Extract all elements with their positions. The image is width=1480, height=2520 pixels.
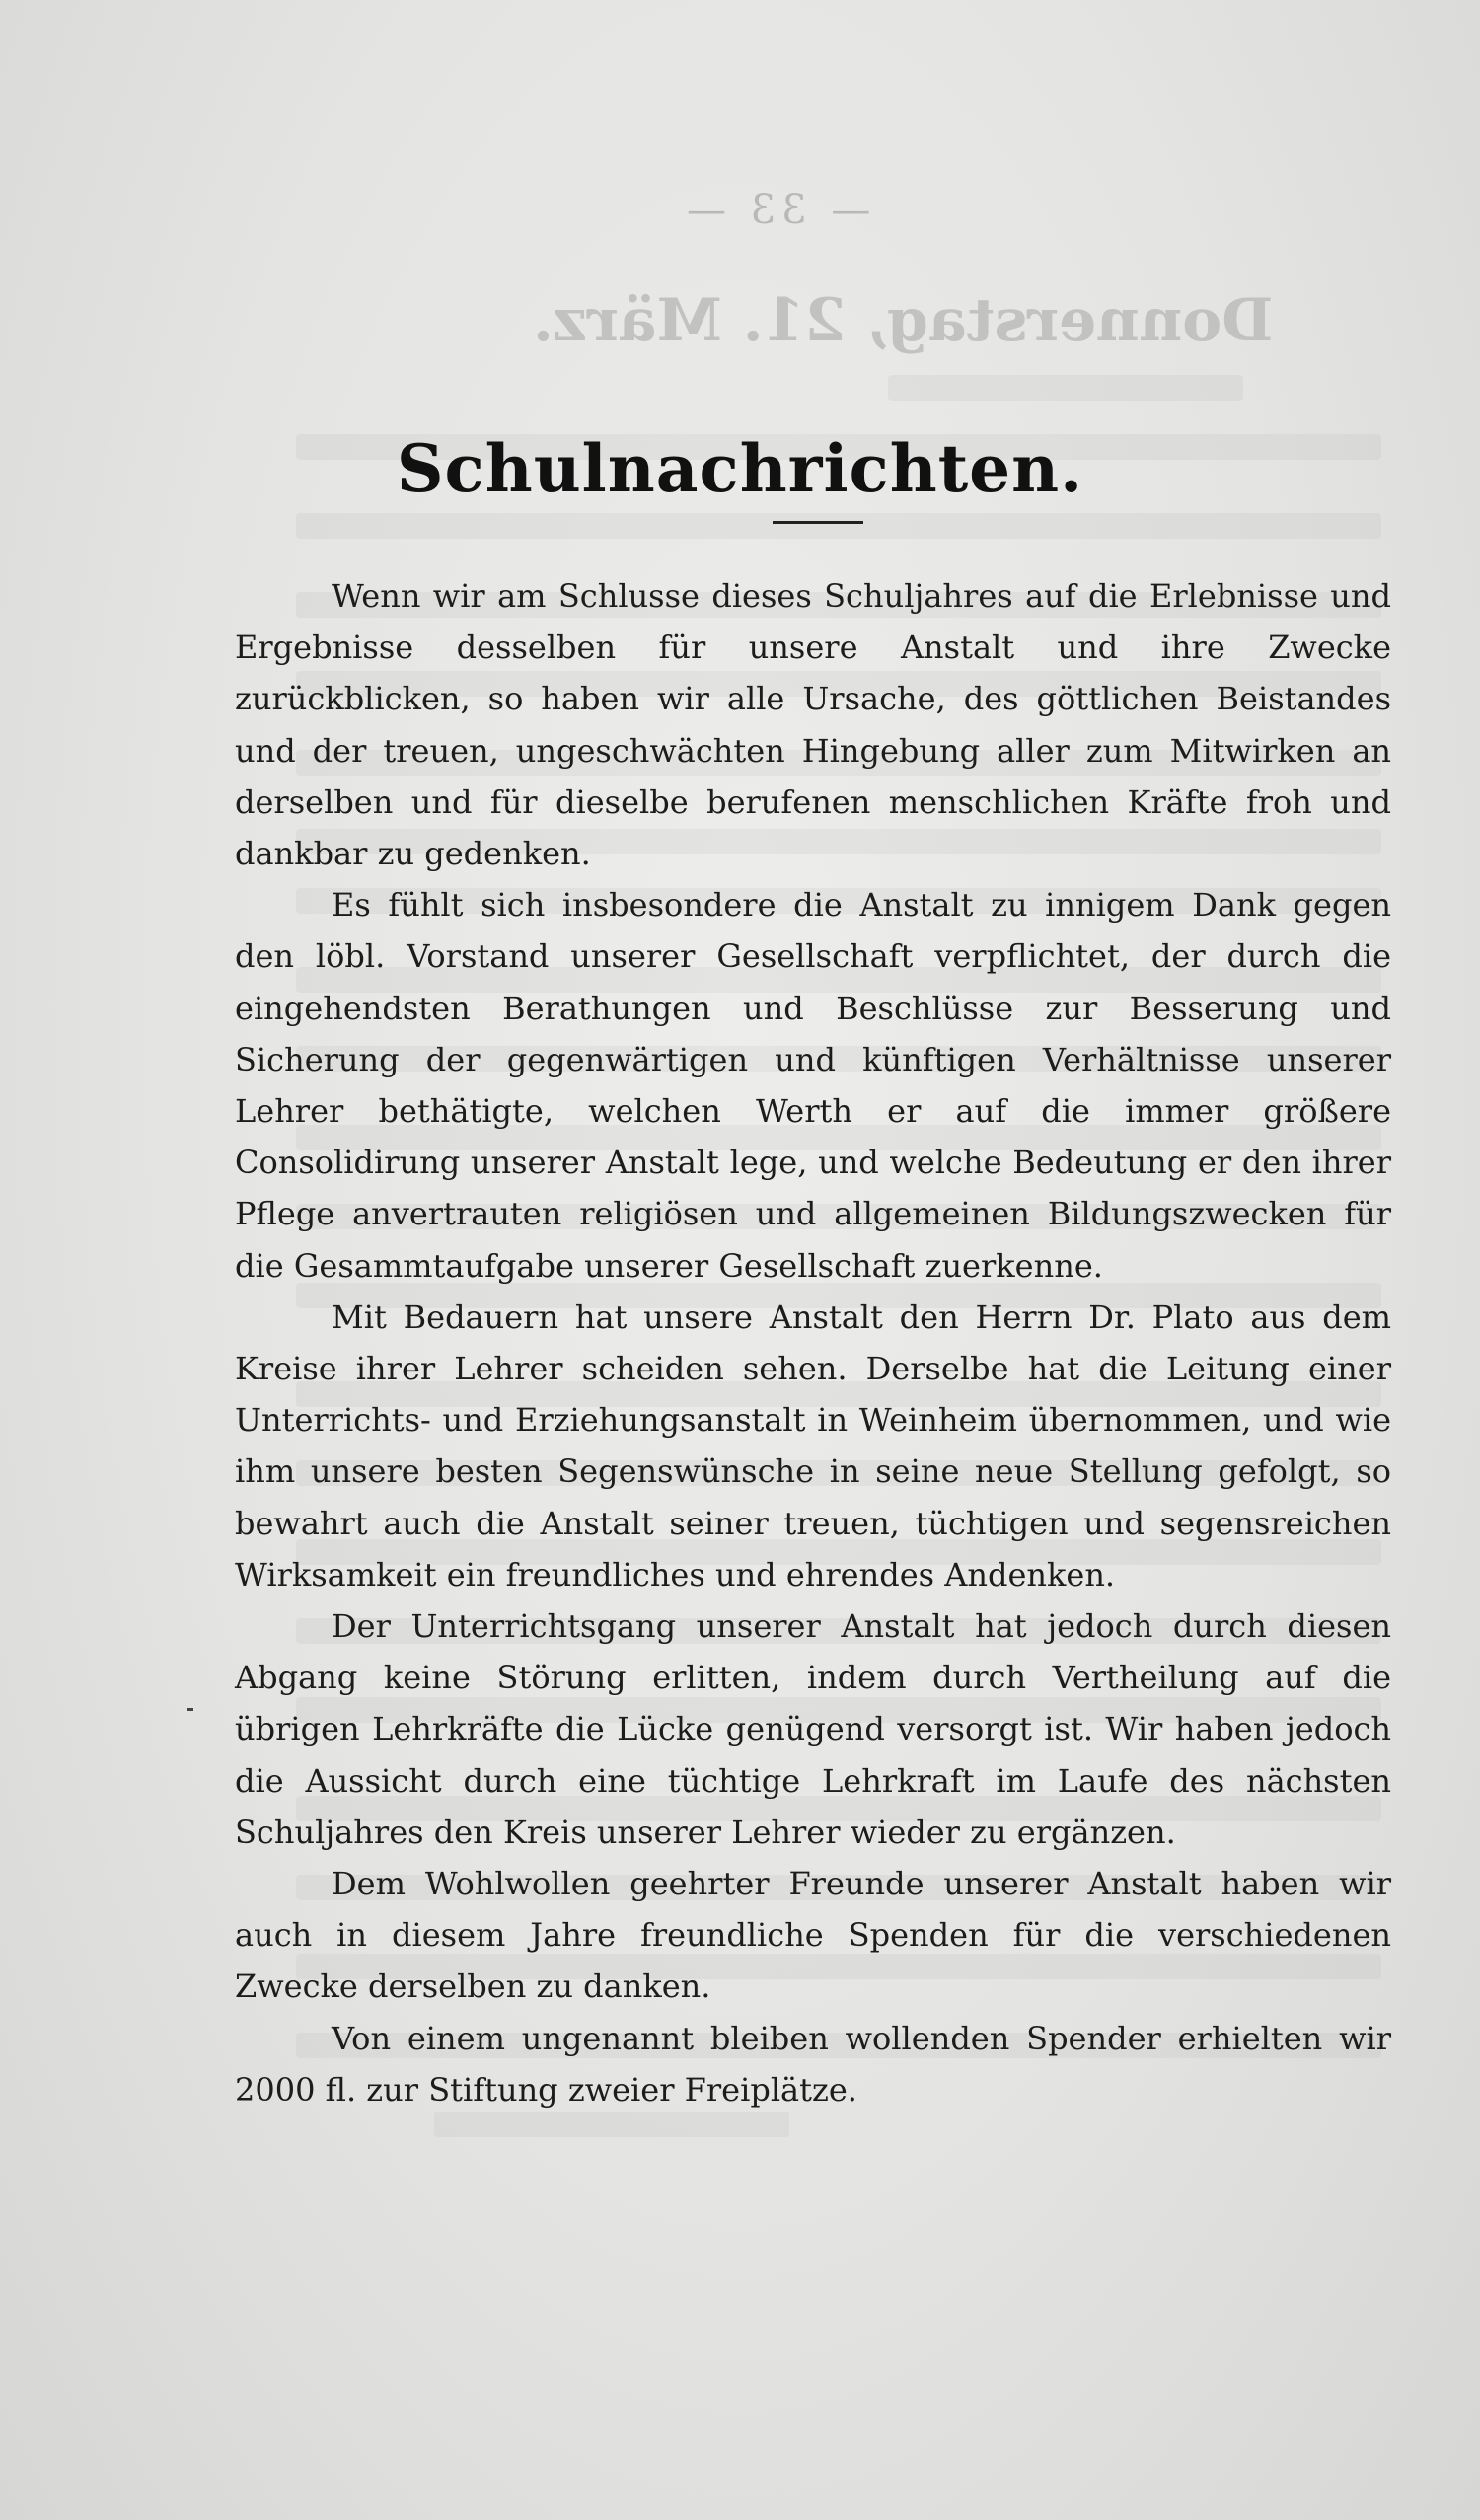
margin-mark: [187, 1708, 193, 1711]
paragraph-dr-plato: Mit Bedauern hat unsere Anstalt den Herrn Dr. Plato aus dem Kreise ihrer Lehrer scheiden sehen. Derselbe hat die Leitung einer Unterrichts- und Erziehungsanstalt in Weinheim übernommen, und wie ihm unsere besten Segenswünsche in seine neue Stellung gefolgt, so bewahrt auch die Anstalt seiner treuen, tüchtigen und segensreichen Wirksamkeit ein freundliches und ehrendes Andenken.: [235, 1297, 1391, 1594]
paragraph-donations: Dem Wohlwollen geehrter Freunde unserer Anstalt haben wir auch in diesem Jahre freundliche Spenden für die verschiedenen Zwecke derselben zu danken.: [235, 1865, 1391, 2006]
paragraph-gratitude: Wenn wir am Schlusse dieses Schuljahres auf die Erlebnisse und Ergebnisse desselben für unsere Anstalt und ihre Zwecke zurückblicken, so haben wir alle Ursache, des göttlichen Beistandes und der treuen, ungeschwächten Hingebung aller zum Mitwirken an derselben und für dieselbe berufenen menschlichen Kräfte froh und dankbar zu gedenken.: [235, 577, 1391, 873]
bleed-page-number: — 33 —: [681, 187, 871, 233]
paragraph-anonymous-donor: Von einem ungenannt bleiben wollenden Spender erhielten wir 2000 fl. zur Stiftung zweier Freiplätze.: [235, 2019, 1391, 2109]
page-title: Schulnachrichten.: [396, 430, 1084, 508]
paragraph-board-thanks: Es fühlt sich insbesondere die Anstalt zu innigem Dank gegen den löbl. Vorstand unserer Gesellschaft verpflichtet, der durch die eingehendsten Berathungen und Beschlüsse zur Besserung und Sicherung der gegenwärtigen und künftigen Verhältnisse unserer Lehrer bethätigte, welchen Werth er auf die immer größere Consolidirung unserer Anstalt lege, und welche Bedeutung er den ihrer Pflege anvertrauten religiösen und allgemeinen Bildungszwecken für die Gesammtaufgabe unserer Gesellschaft zuerkenne.: [235, 886, 1391, 1285]
paragraph-teaching-continuity: Der Unterrichtsgang unserer Anstalt hat jedoch durch diesen Abgang keine Störung erlitten, indem durch Vertheilung auf die übrigen Lehrkräfte die Lücke genügend versorgt ist. Wir haben jedoch die Aussicht durch eine tüchtige Lehrkraft im Laufe des nächsten Schuljahres den Kreis unserer Lehrer wieder zu ergänzen.: [235, 1607, 1391, 1851]
title-divider: [773, 521, 863, 524]
bleed-heading: Donnerstag, 21. März.: [533, 286, 1274, 355]
article-body: [235, 570, 1391, 2115]
